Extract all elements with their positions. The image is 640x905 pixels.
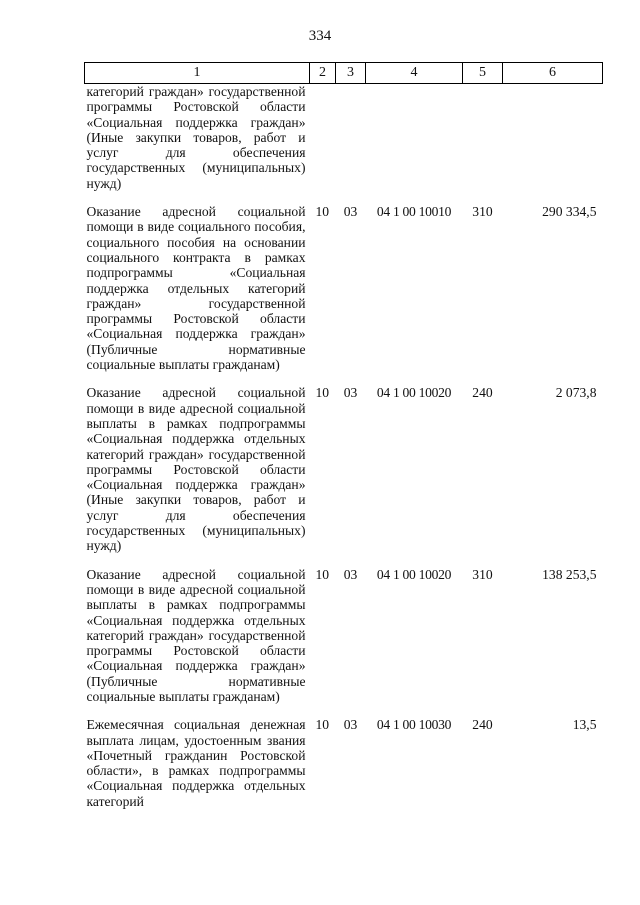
- table-row: [85, 554, 603, 705]
- table-header-row: [85, 63, 603, 84]
- table-row-continuation: [85, 84, 603, 192]
- row-section: 10: [315, 385, 330, 401]
- row-amount: 13,5: [572, 717, 597, 733]
- row-description: Оказание адресной социальной помощи в виде адресной социальной выплаты в рамках подпрограммы «Социальная поддержка отдельных категорий граждан» государственной программы Ростовской области «Социальная поддержка граждан» (Публичные нормативные социальные выплаты гражданам): [86, 566, 306, 704]
- header-col-2: 2: [310, 63, 336, 84]
- table-row: [85, 191, 603, 372]
- row-section: 10: [315, 566, 330, 582]
- row-target-code: 04 1 00 10020: [376, 566, 452, 582]
- row-subsection: 03: [343, 717, 358, 733]
- row-amount: 138 253,5: [542, 566, 597, 582]
- budget-table: [84, 62, 603, 809]
- row-expense-type: 240: [472, 717, 493, 733]
- row-target-code: 04 1 00 10010: [376, 204, 452, 220]
- row-expense-type: 240: [472, 385, 493, 401]
- header-col-5: 5: [463, 63, 503, 84]
- row-description: Оказание адресной социальной помощи в виде адресной социальной выплаты в рамках подпрограммы «Социальная поддержка отдельных категорий граждан» государственной программы Ростовской области «Социальная поддержка граждан» (Иные закупки товаров, работ и услуг для обеспечения государственных (муниципальных) нужд): [86, 385, 306, 554]
- header-col-4: 4: [366, 63, 463, 84]
- row-amount: 2 073,8: [555, 385, 597, 401]
- row-expense-type: 310: [472, 566, 493, 582]
- row-description: Оказание адресной социальной помощи в виде социального пособия, социального пособия на основании социального контракта в рамках подпрограммы «Социальная поддержка отдельных категорий граждан» государственной программы Ростовской области «Социальная поддержка граждан» (Публичные нормативные социальные выплаты гражданам): [86, 204, 306, 373]
- row-target-code: 04 1 00 10030: [376, 717, 452, 733]
- row-subsection: 03: [343, 385, 358, 401]
- row-amount: 290 334,5: [542, 204, 597, 220]
- row-description: Ежемесячная социальная денежная выплата лицам, удостоенным звания «Почетный гражданин Ростовской области», в рамках подпрограммы «Социальная поддержка отдельных категорий: [86, 717, 306, 809]
- row-subsection: 03: [343, 204, 358, 220]
- header-col-6: 6: [503, 63, 603, 84]
- row-expense-type: 310: [472, 204, 493, 220]
- row-target-code: 04 1 00 10020: [376, 385, 452, 401]
- page-number: 334: [308, 28, 332, 44]
- header-col-1: 1: [85, 63, 310, 84]
- row-subsection: 03: [343, 566, 358, 582]
- table-row: [85, 704, 603, 809]
- header-col-3: 3: [336, 63, 366, 84]
- continuation-description: категорий граждан» государственной программы Ростовской области «Социальная поддержка граждан» (Иные закупки товаров, работ и услуг для обеспечения государственных (муниципальных) нужд): [86, 84, 306, 191]
- table-row: [85, 372, 603, 553]
- row-section: 10: [315, 204, 330, 220]
- row-section: 10: [315, 717, 330, 733]
